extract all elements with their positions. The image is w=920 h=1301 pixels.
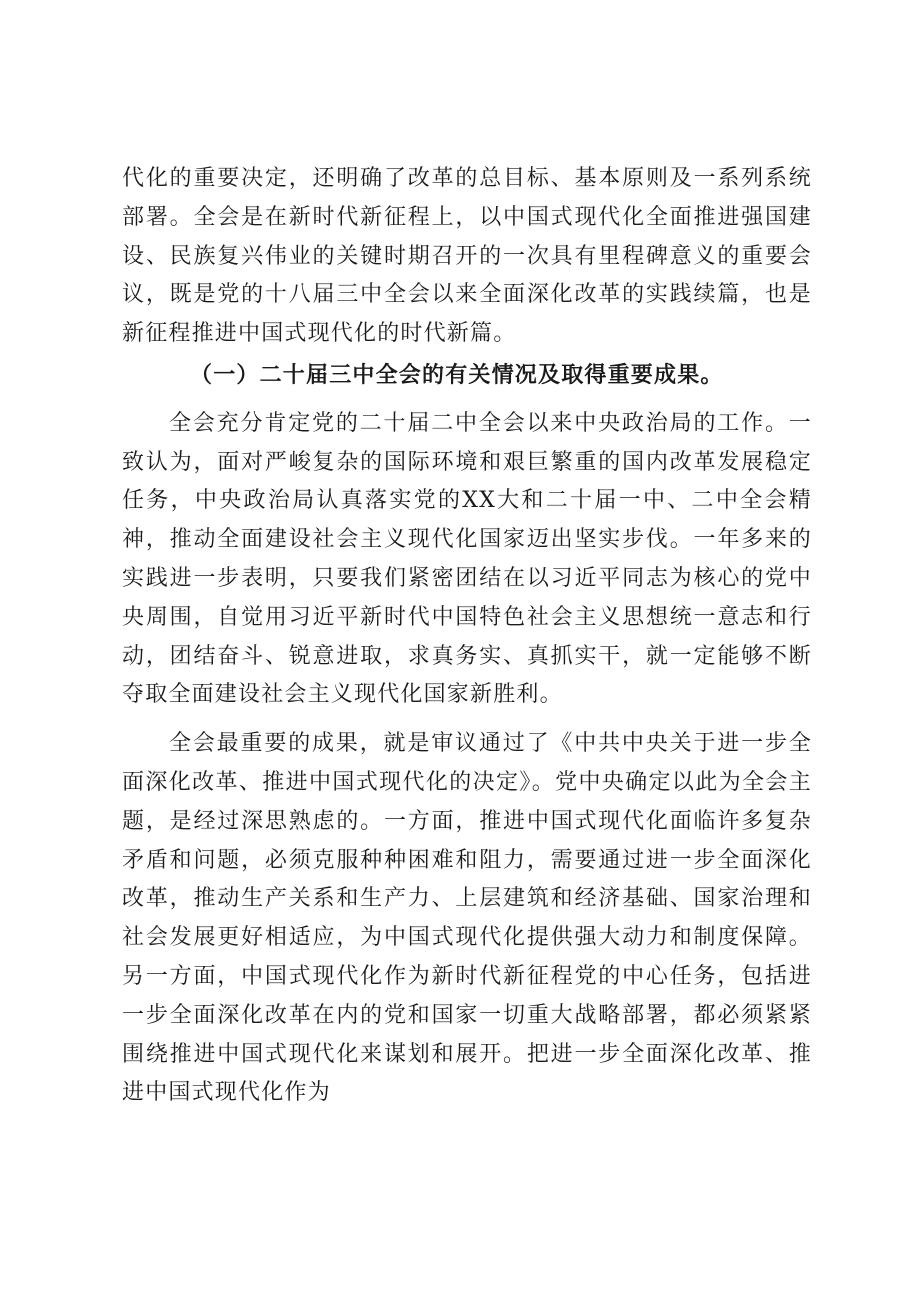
paragraph-continuation: 代化的重要决定，还明确了改革的总目标、基本原则及一系列系统部署。全会是在新时代新征程上，以中国式现代化全面推进强国建设、民族复兴伟业的关键时期召开的一次具有里程碑意义的重要会议，既是党的十八届三中全会以来全面深化改革的实践续篇，也是新征程推进中国式现代化的时代新篇。 [122,166,812,347]
paragraph-plenum-work: 全会充分肯定党的二十届二中全会以来中央政治局的工作。一致认为，面对严峻复杂的国际环境和艰巨繁重的国内改革发展稳定任务，中央政治局认真落实党的XX大和二十届一中、二中全会精神，推动全面建设社会主义现代化国家迈出坚实步伐。一年多来的实践进一步表明，只要我们紧密团结在以习近平同志为核心的党中央周围，自觉用习近平新时代中国特色社会主义思想统一意志和行动，团结奋斗、锐意进取，求真务实、真抓实干，就一定能够不断夺取全面建设社会主义现代化国家新胜利。 [122,410,812,708]
document-body [122,160,812,1113]
paragraph-plenum-result: 全会最重要的成果，就是审议通过了《中共中央关于进一步全面深化改革、推进中国式现代化的决定》。党中央确定以此为全会主题，是经过深思熟虑的。一方面，推进中国式现代化面临许多复杂矛盾和问题，必须克服种种困难和阻力，需要通过进一步全面深化改革，推动生产关系和生产力、上层建筑和经济基础、国家治理和社会发展更好相适应，为中国式现代化提供强大动力和制度保障。另一方面，中国式现代化作为新时代新征程党的中心任务，包括进一步全面深化改革在内的党和国家一切重大战略部署，都必须紧紧围绕推进中国式现代化来谋划和展开。把进一步全面深化改革、推进中国式现代化作为 [122,731,812,1106]
section-heading: （一）二十届三中全会的有关情况及取得重要成果。 [190,361,724,388]
